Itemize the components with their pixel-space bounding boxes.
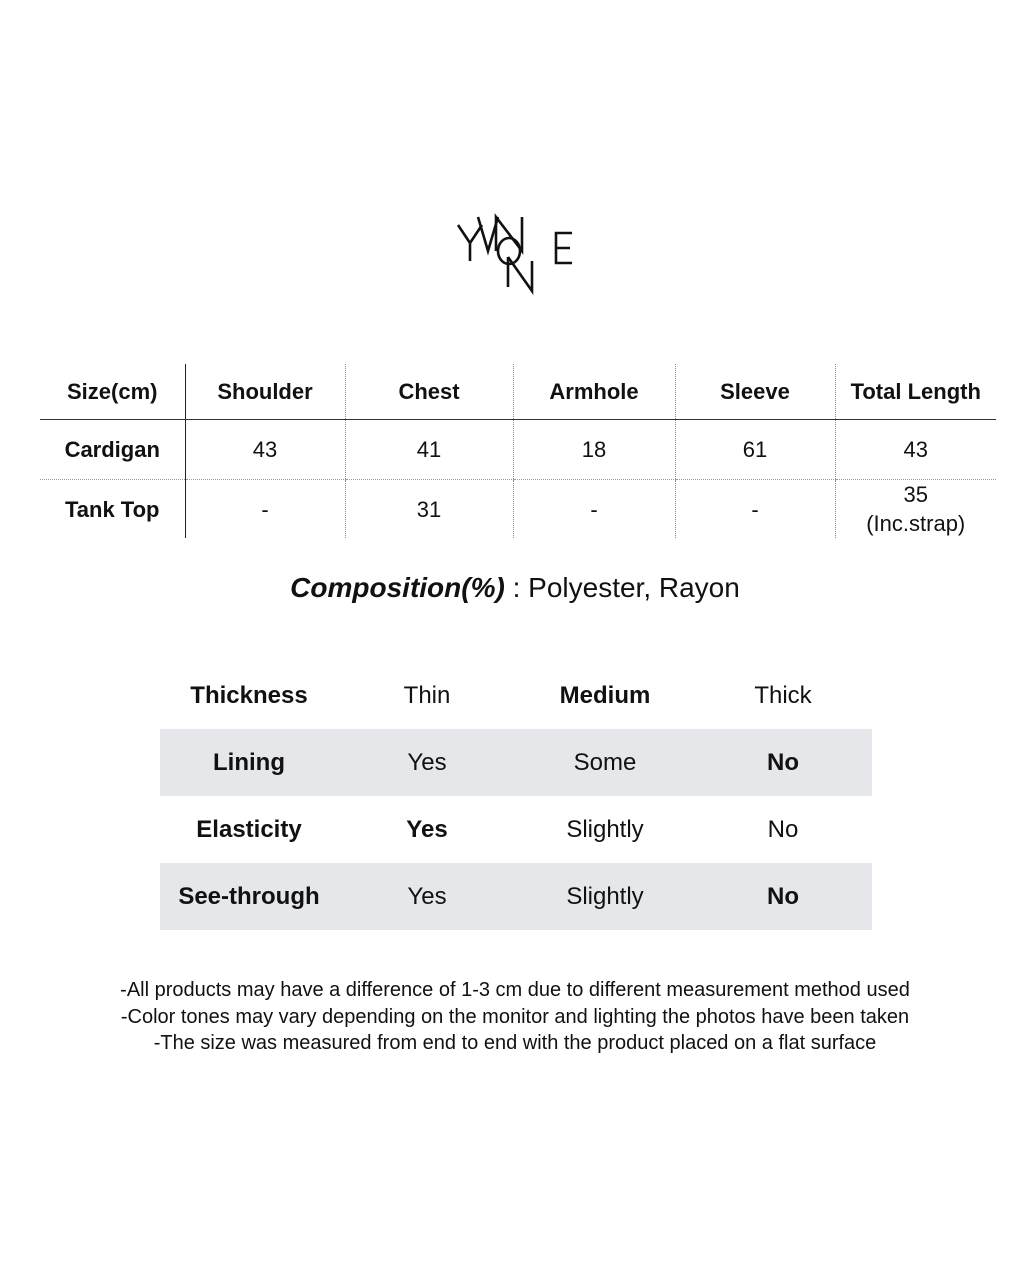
attribute-option: Thin <box>403 681 451 709</box>
cell-armhole: - <box>513 480 675 539</box>
attribute-option-selected: No <box>694 863 872 930</box>
cell-sleeve: 61 <box>675 420 835 480</box>
cell-total-length <box>835 480 996 539</box>
attribute-label: Lining <box>160 729 338 796</box>
cell-shoulder: - <box>261 496 269 522</box>
header-sleeve: Sleeve <box>675 364 835 420</box>
table-row <box>40 480 996 539</box>
header-armhole: Armhole <box>513 364 675 420</box>
attribute-option-selected: Medium <box>559 681 651 709</box>
row-label: Cardigan <box>40 420 185 480</box>
attribute-label: See-through <box>160 863 338 930</box>
note-line: -All products may have a difference of 1-3 cm due to different measurement method used <box>120 979 910 1001</box>
fabric-attributes-table <box>160 662 872 930</box>
cell-value: 35 <box>903 482 928 507</box>
cell-sleeve: - <box>675 480 835 539</box>
attribute-option: Yes <box>338 729 516 796</box>
cell-chest: 41 <box>345 420 513 480</box>
size-table <box>40 364 996 538</box>
composition <box>0 572 1030 604</box>
attribute-row-elasticity <box>160 796 872 863</box>
cell-armhole: 18 <box>513 420 675 480</box>
cell-total-length: 43 <box>835 420 996 480</box>
composition-label: Composition(%) <box>290 572 505 603</box>
composition-value: Polyester, Rayon <box>528 572 740 603</box>
attribute-label: Thickness <box>190 681 308 709</box>
note-line: -Color tones may vary depending on the monitor and lighting the photos have been taken <box>120 1005 910 1028</box>
brand-logo <box>452 205 582 295</box>
attribute-option-selected: No <box>694 729 872 796</box>
header-total-length: Total Length <box>835 364 996 420</box>
attribute-option: Some <box>516 729 694 796</box>
cell-chest: 31 <box>345 480 513 539</box>
attribute-row-thickness <box>160 662 872 729</box>
cell-shoulder: 43 <box>185 420 345 480</box>
row-label: Tank Top <box>40 480 185 539</box>
notes <box>0 977 1030 1057</box>
attribute-option: Thick <box>754 681 812 709</box>
size-table-header-row <box>40 364 996 420</box>
header-size: Size(cm) <box>40 364 185 420</box>
attribute-option: Slightly <box>516 863 694 930</box>
note-line: -The size was measured from end to end with the product placed on a flat surface <box>153 1032 877 1054</box>
header-shoulder: Shoulder <box>185 364 345 420</box>
attribute-option-selected: Yes <box>406 815 448 843</box>
attribute-option: Slightly <box>566 815 644 843</box>
composition-separator: : <box>504 572 529 603</box>
attribute-option: Yes <box>338 863 516 930</box>
cell-note: (Inc.strap) <box>866 511 966 536</box>
table-row <box>40 420 996 480</box>
attribute-option: No <box>767 815 799 843</box>
attribute-row-lining <box>160 729 872 796</box>
attribute-row-see-through <box>160 863 872 930</box>
header-chest: Chest <box>345 364 513 420</box>
attribute-label: Elasticity <box>196 815 302 843</box>
